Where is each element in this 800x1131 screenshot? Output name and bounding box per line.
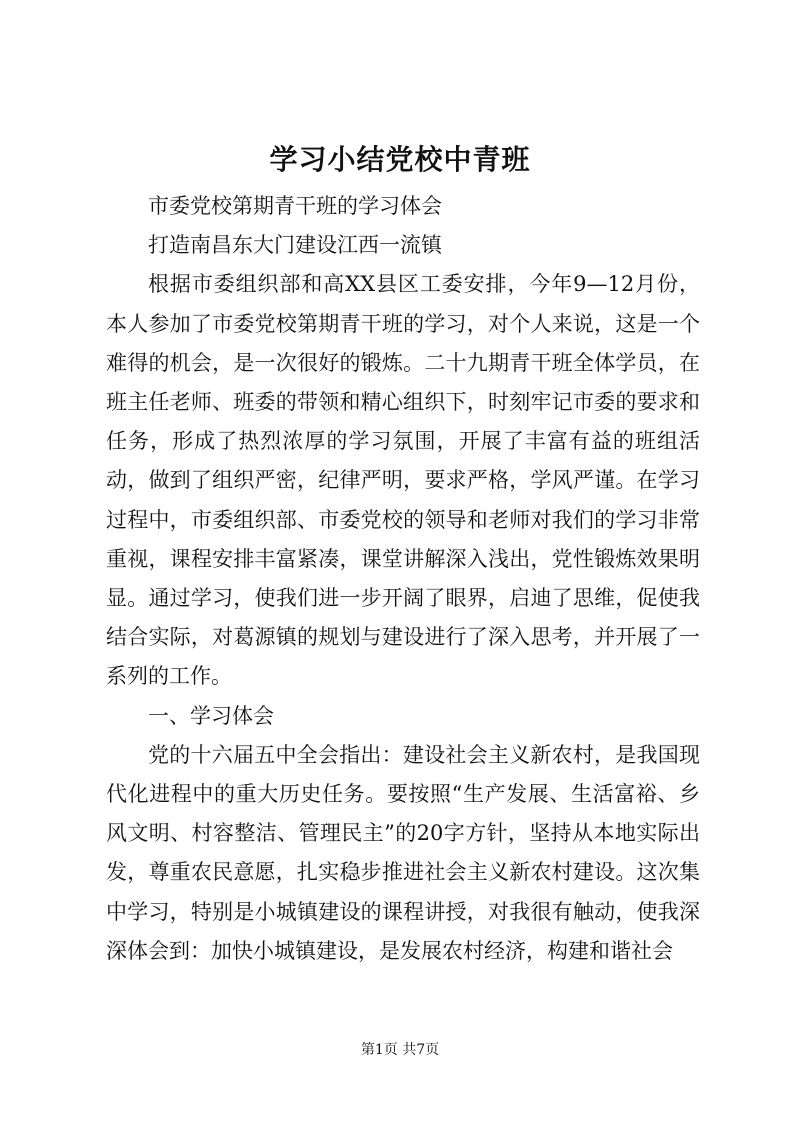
document-title: 学习小结党校中青班 [269, 143, 531, 176]
paragraph-intro: 根据市委组织部和高XX县区工委安排，今年9—12月份，本人参加了市委党校第期青干班的学习，对个人来说，这是一个难得的机会，是一次很好的锻炼。二十九期青干班全体学员，在班主任老师、班委的带领和精心组织下，时刻牢记市委的要求和任务，形成了热烈浓厚的学习氛围，开展了丰富有益的班组活动，做到了组织严密，纪律严明，要求严格，学风严谨。在学习过程中，市委组织部、市委党校的领导和老师对我们的学习非常重视，课程安排丰富紧凑，课堂讲解深入浅出，党性锻炼效果明显。通过学习，使我们进一步开阔了眼界，启迪了思维，促使我结合实际，对葛源镇的规划与建设进行了深入思考，并开展了一系列的工作。 [106, 272, 700, 689]
page-footer: 第1页 共7页 [360, 1042, 440, 1058]
document-body [106, 187, 700, 971]
paragraph-section-1: 党的十六届五中全会指出：建设社会主义新农村，是我国现代化进程中的重大历史任务。要按照“生产发展、生活富裕、乡风文明、村容整洁、管理民主”的20字方针，坚持从本地实际出发，尊重农民意愿，扎实稳步推进社会主义新农村建设。这次集中学习，特别是小城镇建设的课程讲授，对我很有触动，使我深深体会到：加快小城镇建设，是发展农村经济，构建和谐社会 [106, 742, 700, 963]
paragraph-subtitle-1: 市委党校第期青干班的学习体会 [148, 194, 442, 218]
section-heading: 一、学习体会 [148, 703, 274, 728]
paragraph-subtitle-2: 打造南昌东大门建设江西一流镇 [148, 233, 442, 258]
